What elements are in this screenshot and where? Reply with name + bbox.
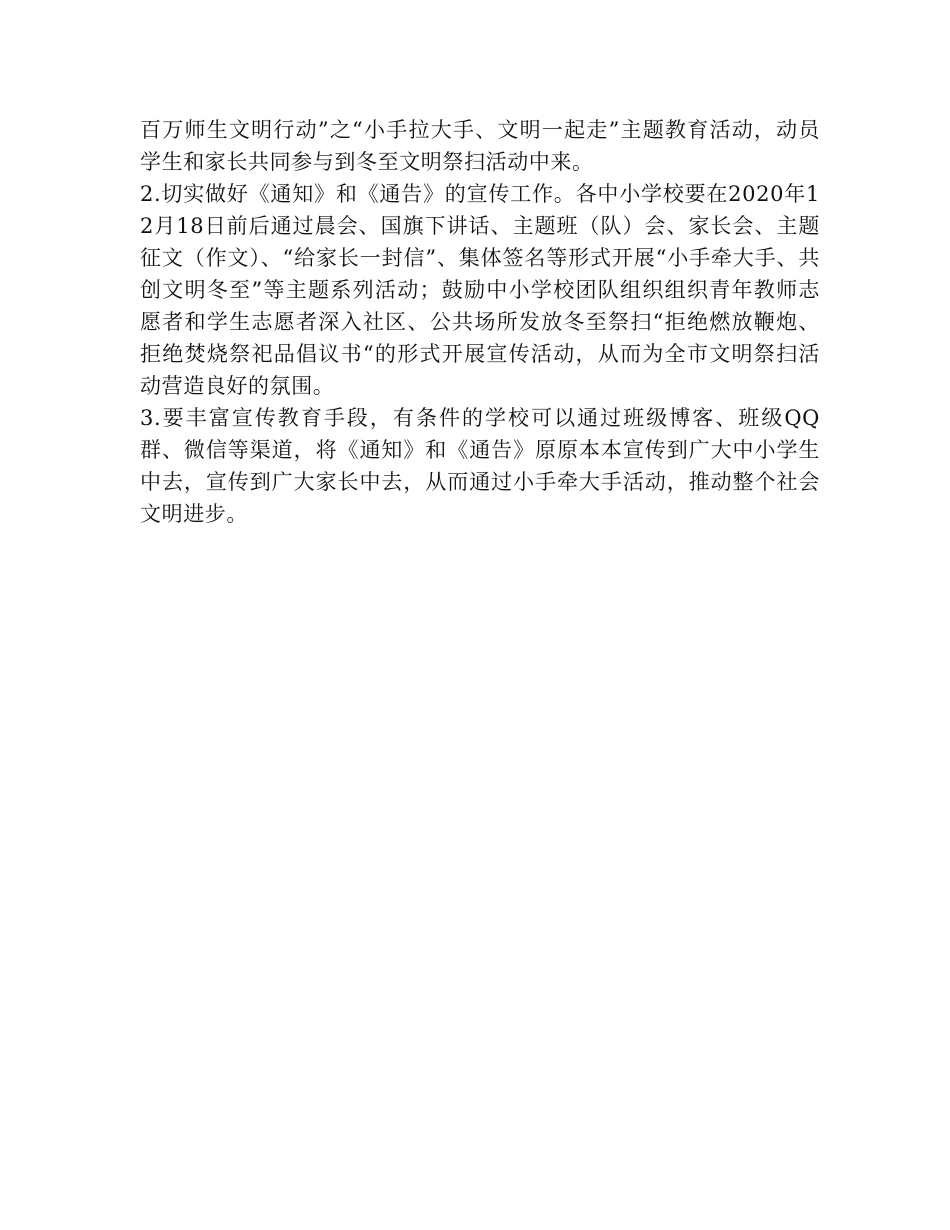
paragraph-item-3: 3.要丰富宣传教育手段，有条件的学校可以通过班级博客、班级QQ群、微信等渠道，将《通知》和《通告》原原本本宣传到广大中小学生中去，宣传到广大家长中去，从而通过小手牵大手活动，推动整个社会文明进步。	[140, 406, 820, 526]
paragraph-item-2: 2.切实做好《通知》和《通告》的宣传工作。各中小学校要在2020年12月18日前后通过晨会、国旗下讲话、主题班（队）会、家长会、主题征文（作文）、“给家长一封信”、集体签名等形式开展“小手牵大手、共创文明冬至”等主题系列活动；鼓励中小学校团队组织组织青年教师志愿者和学生志愿者深入社区、公共场所发放冬至祭扫“拒绝燃放鞭炮、拒绝焚烧祭祀品倡议书“的形式开展宣传活动，从而为全市文明祭扫活动营造良好的氛围。	[140, 182, 820, 398]
document-body	[140, 114, 820, 530]
paragraph-continuation: 百万师生文明行动”之“小手拉大手、文明一起走”主题教育活动，动员学生和家长共同参与到冬至文明祭扫活动中来。	[140, 118, 820, 174]
